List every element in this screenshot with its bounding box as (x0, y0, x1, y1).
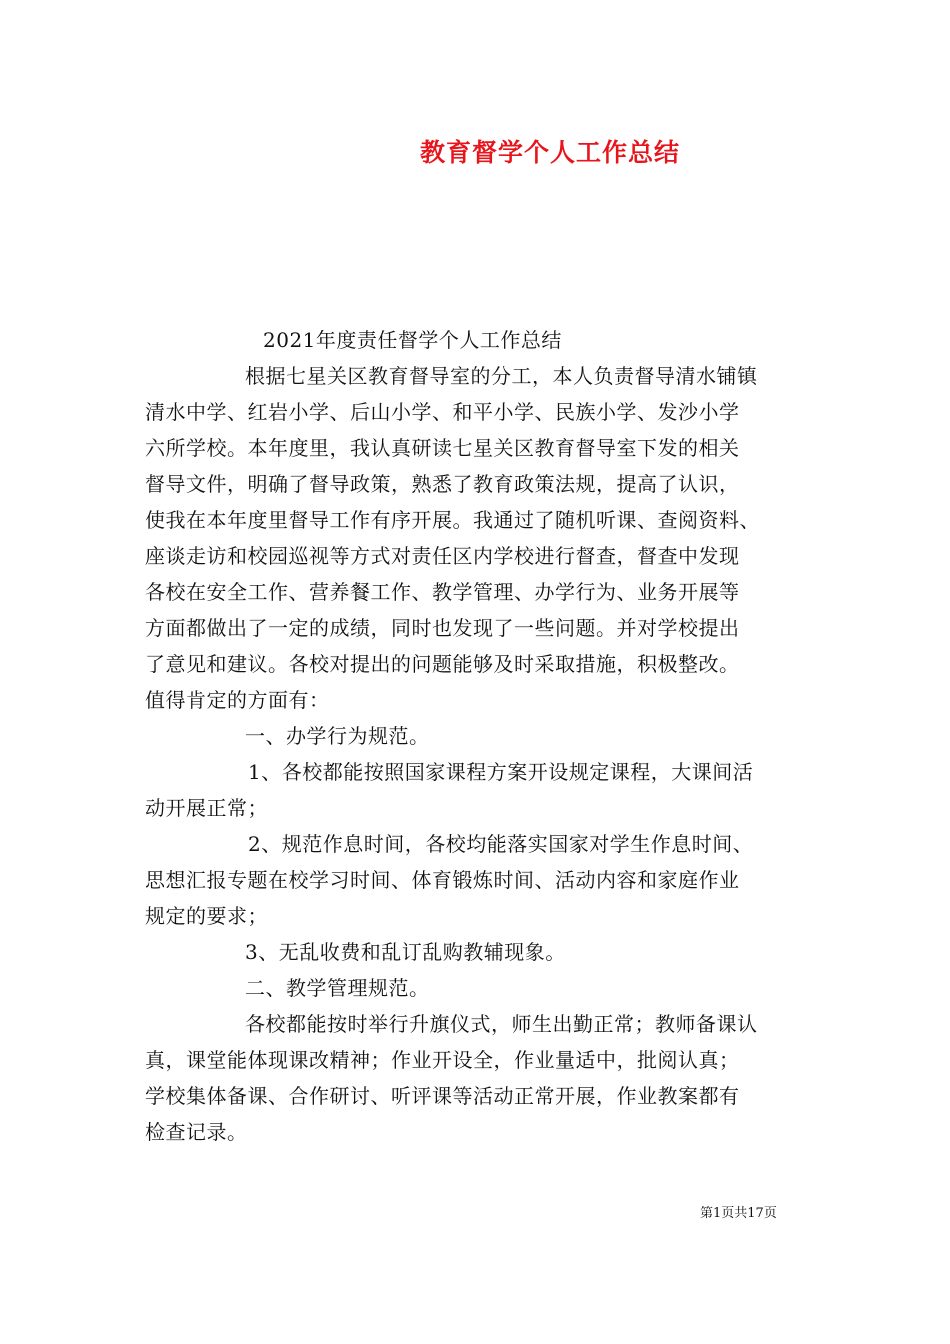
subtitle-line: 2021年度责任督学个人工作总结 (263, 328, 562, 352)
paragraph-line: 六所学校。本年度里，我认真研读七星关区教育督导室下发的相关 (145, 436, 740, 460)
paragraph-line: 各校都能按时举行升旗仪式，师生出勤正常；教师备课认 (245, 1012, 758, 1036)
section-heading: 二、教学管理规范。 (245, 976, 430, 1000)
document-body (145, 322, 815, 1150)
paragraph-line: 思想汇报专题在校学习时间、体育锻炼时间、活动内容和家庭作业 (145, 868, 740, 892)
section-heading: 一、办学行为规范。 (245, 724, 430, 748)
paragraph-line: 清水中学、红岩小学、后山小学、和平小学、民族小学、发沙小学 (145, 400, 740, 424)
paragraph-line: 动开展正常； (145, 796, 268, 820)
page-number: 第1页共17页 (700, 1206, 777, 1221)
paragraph-line: 了意见和建议。各校对提出的问题能够及时采取措施，积极整改。 (145, 652, 740, 676)
paragraph-line: 根据七星关区教育督导室的分工，本人负责督导清水铺镇 (245, 364, 758, 388)
paragraph-line: 3、无乱收费和乱订乱购教辅现象。 (245, 940, 566, 964)
paragraph-line: 值得肯定的方面有： (145, 688, 330, 712)
paragraph-line: 检查记录。 (145, 1120, 248, 1144)
paragraph-line: 督导文件，明确了督导政策，熟悉了教育政策法规，提高了认识， (145, 472, 740, 496)
paragraph-line: 2、规范作息时间，各校均能落实国家对学生作息时间、 (248, 832, 754, 856)
paragraph-line: 真，课堂能体现课改精神；作业开设全，作业量适中，批阅认真； (145, 1048, 740, 1072)
paragraph-line: 方面都做出了一定的成绩，同时也发现了一些问题。并对学校提出 (145, 616, 740, 640)
paragraph-line: 各校在安全工作、营养餐工作、教学管理、办学行为、业务开展等 (145, 580, 740, 604)
paragraph-line: 规定的要求； (145, 904, 268, 928)
paragraph-line: 座谈走访和校园巡视等方式对责任区内学校进行督查，督查中发现 (145, 544, 740, 568)
page-title: 教育督学个人工作总结 (419, 138, 680, 167)
paragraph-line: 1、各校都能按照国家课程方案开设规定课程，大课间活 (248, 760, 754, 784)
paragraph-line: 使我在本年度里督导工作有序开展。我通过了随机听课、查阅资料、 (145, 508, 760, 532)
paragraph-line: 学校集体备课、合作研讨、听评课等活动正常开展，作业教案都有 (145, 1084, 740, 1108)
